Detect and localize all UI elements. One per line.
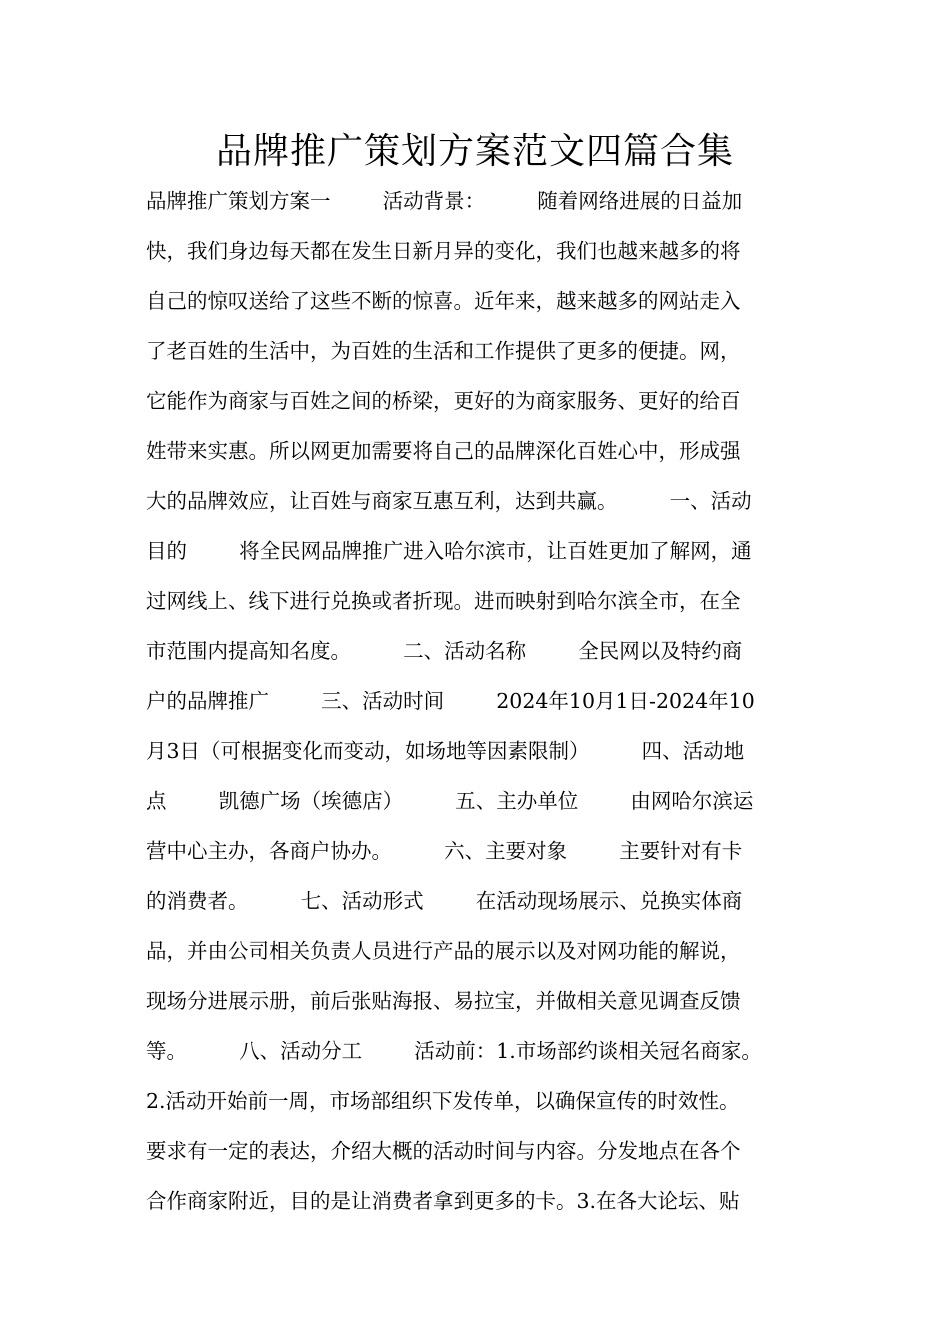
body-line: 过网线上、线下进行兑换或者折现。进而映射到哈尔滨全市，在全 xyxy=(146,589,741,613)
document-body xyxy=(146,176,826,1226)
body-line: 姓带来实惠。所以网更加需要将自己的品牌深化百姓心中，形成强 xyxy=(146,439,741,463)
document-title: 品牌推广策划方案范文四篇合集 xyxy=(215,131,734,172)
body-line: 月3日（可根据变化而变动，如场地等因素限制） 四、活动地 xyxy=(146,739,745,763)
body-line: 2.活动开始前一周，市场部组织下发传单，以确保宣传的时效性。 xyxy=(146,1089,740,1113)
body-line: 市范围内提高知名度。 二、活动名称 全民网以及特约商 xyxy=(146,639,743,663)
body-line: 它能作为商家与百姓之间的桥梁，更好的为商家服务、更好的给百 xyxy=(146,389,741,413)
body-line: 现场分进展示册，前后张贴海报、易拉宝，并做相关意见调查反馈 xyxy=(146,989,741,1013)
body-line: 的消费者。 七、活动形式 在活动现场展示、兑换实体商 xyxy=(146,889,743,913)
body-line: 点 凯德广场（埃德店） 五、主办单位 由网哈尔滨运 xyxy=(146,789,754,813)
body-line: 品牌推广策划方案一 活动背景： 随着网络进展的日益加 xyxy=(146,189,743,213)
body-line: 户的品牌推广 三、活动时间 2024年10月1日-2024年10 xyxy=(146,689,755,713)
body-line: 了老百姓的生活中，为百姓的生活和工作提供了更多的便捷。网， xyxy=(146,339,741,363)
body-line: 自己的惊叹送给了这些不断的惊喜。近年来，越来越多的网站走入 xyxy=(146,289,741,313)
body-line: 等。 八、活动分工 活动前：1.市场部约谈相关冠名商家。 xyxy=(146,1039,762,1063)
body-line: 要求有一定的表达，介绍大概的活动时间与内容。分发地点在各个 xyxy=(146,1139,741,1163)
body-line: 营中心主办，各商户协办。 六、主要对象 主要针对有卡 xyxy=(146,839,743,863)
body-line: 品，并由公司相关负责人员进行产品的展示以及对网功能的解说， xyxy=(146,939,741,963)
body-line: 目的 将全民网品牌推广进入哈尔滨市，让百姓更加了解网，通 xyxy=(146,539,752,563)
body-line: 合作商家附近，目的是让消费者拿到更多的卡。3.在各大论坛、贴 xyxy=(146,1189,740,1213)
body-line: 快，我们身边每天都在发生日新月异的变化，我们也越来越多的将 xyxy=(146,239,741,263)
body-line: 大的品牌效应，让百姓与商家互惠互利，达到共赢。 一、活动 xyxy=(146,489,752,513)
